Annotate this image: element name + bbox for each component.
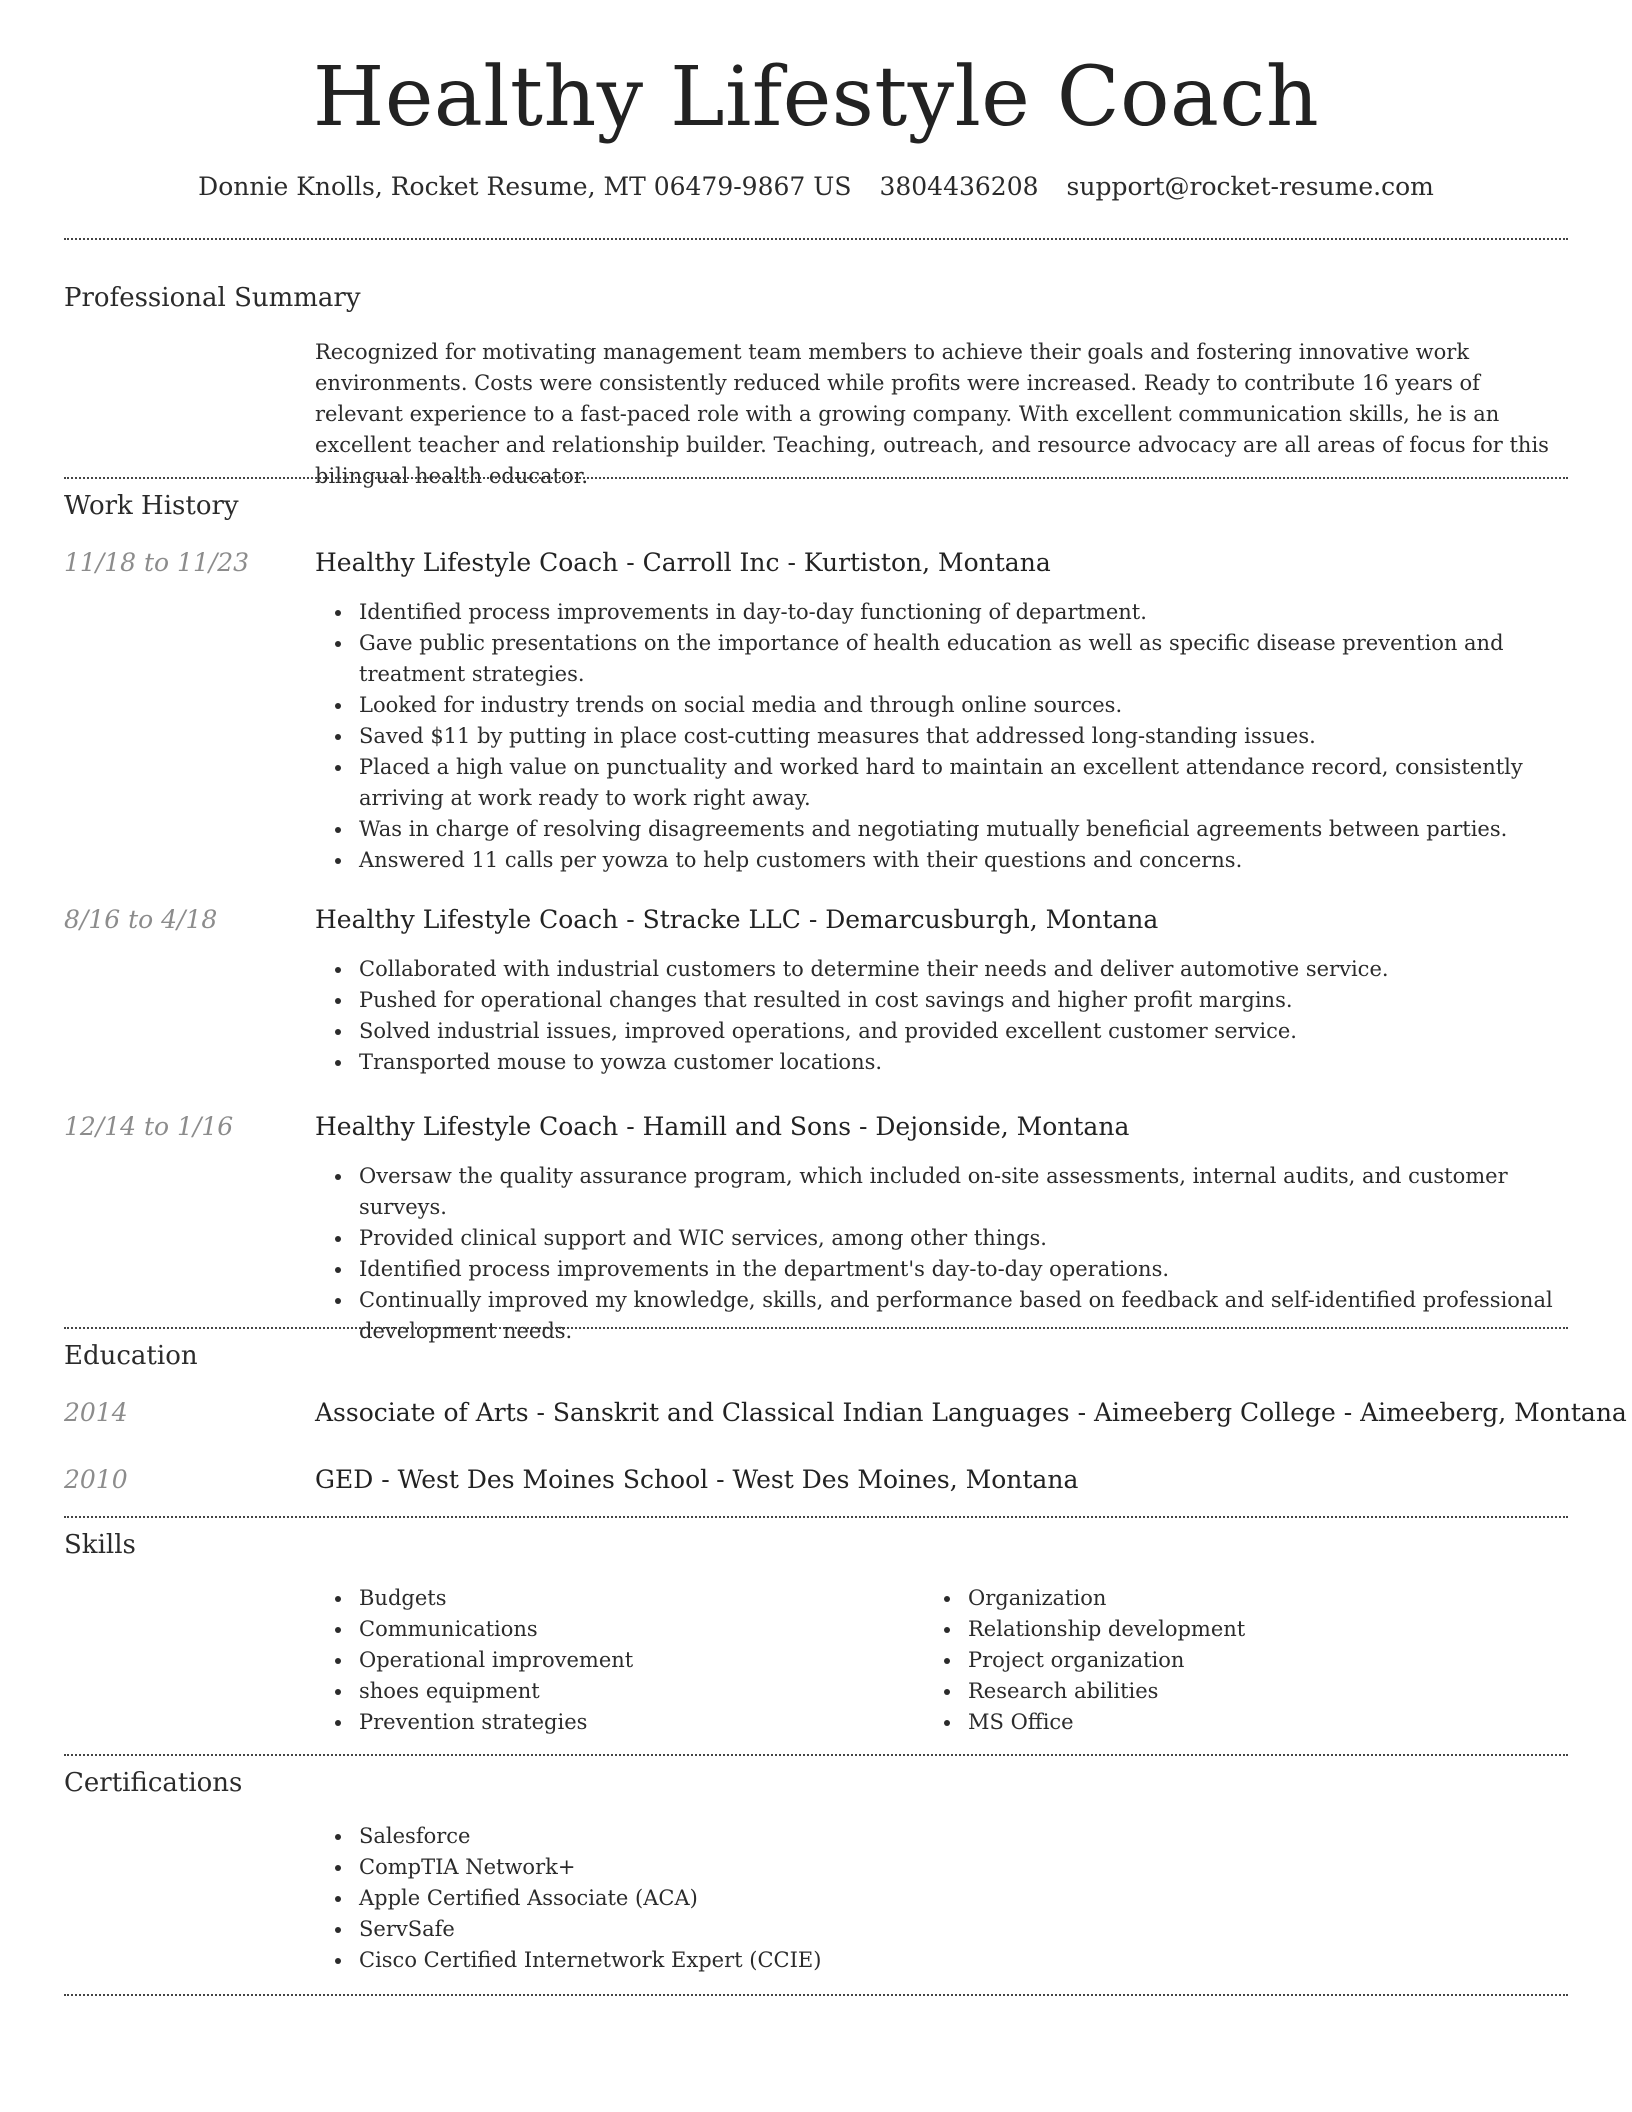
work-history-heading: Work History: [64, 491, 239, 521]
contact-line: [0, 170, 1632, 204]
summary-heading: Professional Summary: [64, 283, 361, 313]
job-bullet: Provided clinical support and WIC services, among other things.: [359, 1223, 1565, 1254]
certification-item: CompTIA Network+: [359, 1852, 1565, 1883]
job-bullets: [315, 597, 1565, 876]
skill-item: Research abilities: [968, 1676, 1484, 1707]
resume-name: Healthy Lifestyle Coach: [312, 50, 1320, 145]
skill-item: shoes equipment: [359, 1676, 875, 1707]
job-bullet-list: [315, 954, 1565, 1078]
job-bullet: Identified process improvements in day-to-day functioning of department.: [359, 597, 1565, 628]
job-bullet: Transported mouse to yowza customer locations.: [359, 1047, 1565, 1078]
section-divider: [64, 1516, 1568, 1518]
job-bullet: Gave public presentations on the importance of health education as well as specific disease prevention and treatment strategies.: [359, 628, 1565, 690]
job-heading: Healthy Lifestyle Coach - Carroll Inc - Kurtiston, Montana: [315, 548, 1051, 577]
skills-column-left: [315, 1583, 875, 1738]
job-dates: 12/14 to 1/16: [64, 1112, 234, 1141]
certification-item: ServSafe: [359, 1914, 1565, 1945]
job-bullet: Identified process improvements in the department's day-to-day operations.: [359, 1254, 1565, 1285]
job-bullets: [315, 1161, 1565, 1347]
job-bullet: Oversaw the quality assurance program, which included on-site assessments, internal audits, and customer surveys.: [359, 1161, 1565, 1223]
certifications-section: [315, 1821, 1565, 1976]
certification-item: Salesforce: [359, 1821, 1565, 1852]
skill-item: Project organization: [968, 1645, 1484, 1676]
job-bullet: Continually improved my knowledge, skills, and performance based on feedback and self-identified professional development needs.: [359, 1285, 1565, 1347]
job-bullet-list: [315, 1161, 1565, 1347]
education-year: 2010: [64, 1465, 128, 1494]
job-bullet: Was in charge of resolving disagreements and negotiating mutually beneficial agreements between parties.: [359, 814, 1565, 845]
summary-section: [315, 337, 1565, 492]
skill-item: Organization: [968, 1583, 1484, 1614]
section-divider: [64, 1327, 1568, 1329]
skills-heading: Skills: [64, 1530, 136, 1560]
job-dates: 11/18 to 11/23: [64, 548, 250, 577]
job-bullet-list: [315, 597, 1565, 876]
section-divider: [64, 1994, 1568, 1996]
section-divider: [64, 477, 1568, 479]
job-bullet: Placed a high value on punctuality and worked hard to maintain an excellent attendance record, consistently arriving at work ready to work right away.: [359, 752, 1565, 814]
job-dates: 8/16 to 4/18: [64, 905, 218, 934]
job-heading: Healthy Lifestyle Coach - Stracke LLC - Demarcusburgh, Montana: [315, 905, 1159, 934]
certifications-list: [315, 1821, 1565, 1976]
skill-item: Budgets: [359, 1583, 875, 1614]
job-bullet: Collaborated with industrial customers to determine their needs and deliver automotive service.: [359, 954, 1565, 985]
section-divider: [64, 238, 1568, 240]
job-bullet: Pushed for operational changes that resulted in cost savings and higher profit margins.: [359, 985, 1565, 1016]
contact-phone: 3804436208: [879, 172, 1039, 201]
section-divider: [64, 1754, 1568, 1756]
skills-list: [924, 1583, 1484, 1738]
contact-address: Donnie Knolls, Rocket Resume, MT 06479-9867 US: [198, 172, 852, 201]
education-heading: Education: [64, 1341, 198, 1371]
certification-item: Apple Certified Associate (ACA): [359, 1883, 1565, 1914]
certification-item: Cisco Certified Internetwork Expert (CCIE): [359, 1945, 1565, 1976]
education-entry: Associate of Arts - Sanskrit and Classical Indian Languages - Aimeeberg College - Aimeeberg, Montana: [315, 1398, 1627, 1427]
skill-item: Operational improvement: [359, 1645, 875, 1676]
education-year: 2014: [64, 1398, 128, 1427]
skills-column-right: [924, 1583, 1484, 1738]
skill-item: Relationship development: [968, 1614, 1484, 1645]
skill-item: Prevention strategies: [359, 1707, 875, 1738]
summary-text: Recognized for motivating management team members to achieve their goals and fostering innovative work environments. Costs were consistently reduced while profits were increased. Ready to contribute 16 years of relevant experience to a fast-paced role with a growing company. With excellent communication skills, he is an excellent teacher and relationship builder. Teaching, outreach, and resource advocacy are all areas of focus for this bilingual health educator.: [315, 340, 1549, 488]
job-bullet: Looked for industry trends on social media and through online sources.: [359, 690, 1565, 721]
job-bullet: Answered 11 calls per yowza to help customers with their questions and concerns.: [359, 845, 1565, 876]
job-bullet: Solved industrial issues, improved operations, and provided excellent customer service.: [359, 1016, 1565, 1047]
job-bullet: Saved $11 by putting in place cost-cutting measures that addressed long-standing issues.: [359, 721, 1565, 752]
education-entry: GED - West Des Moines School - West Des Moines, Montana: [315, 1465, 1079, 1494]
contact-email: support@rocket-resume.com: [1066, 172, 1434, 201]
skill-item: MS Office: [968, 1707, 1484, 1738]
certifications-heading: Certifications: [64, 1768, 243, 1798]
job-heading: Healthy Lifestyle Coach - Hamill and Sons - Dejonside, Montana: [315, 1112, 1130, 1141]
skill-item: Communications: [359, 1614, 875, 1645]
job-bullets: [315, 954, 1565, 1078]
skills-list: [315, 1583, 875, 1738]
